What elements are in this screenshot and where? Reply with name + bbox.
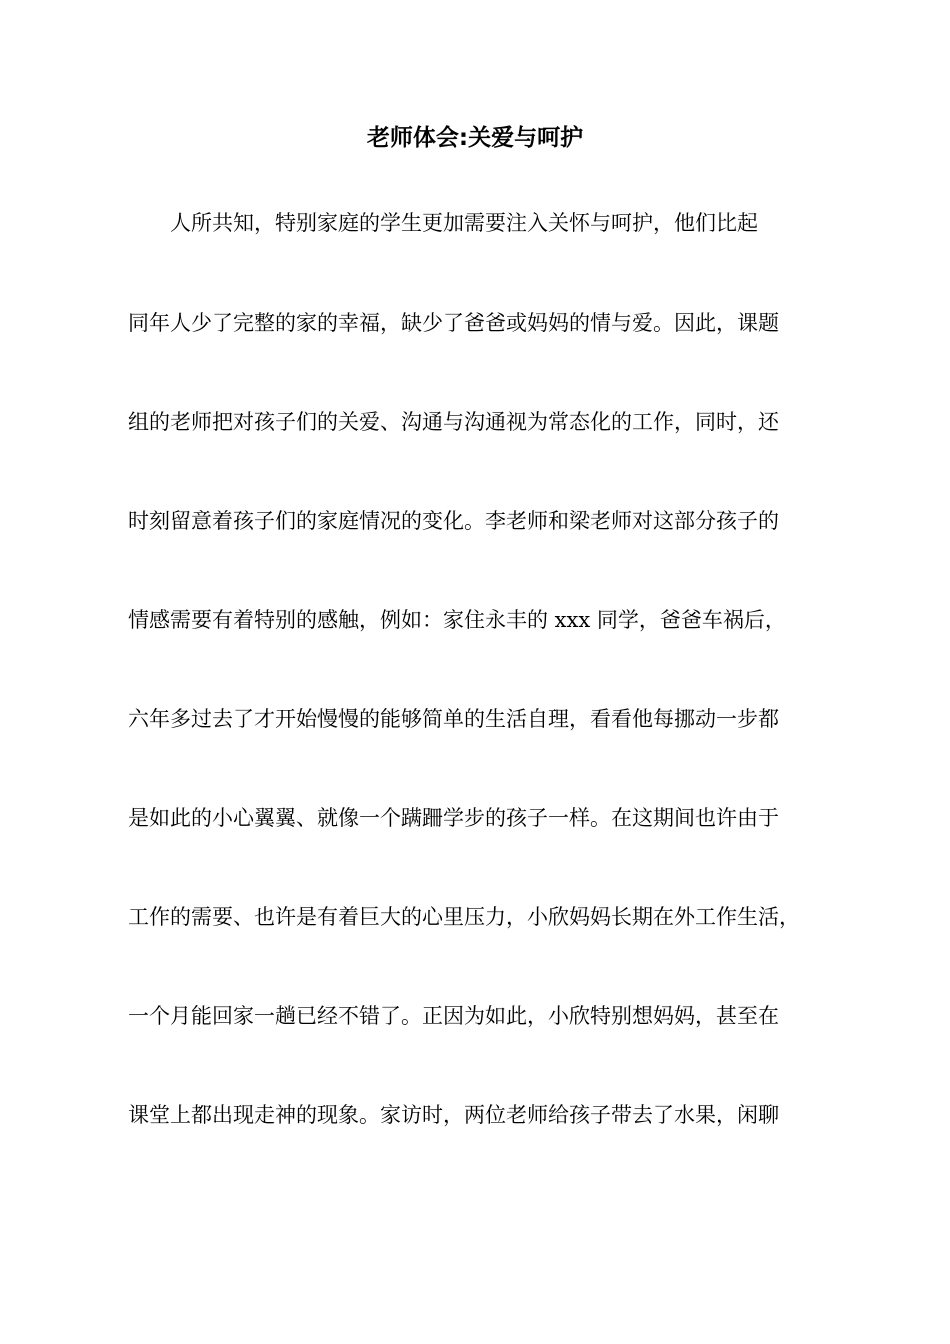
paragraph-line-3: 组的老师把对孩子们的关爱、沟通与沟通视为常态化的工作，同时，还 — [128, 410, 779, 434]
paragraph-line-1: 人所共知，特别家庭的学生更加需要注入关怀与呵护，他们比起 — [170, 211, 758, 235]
paragraph-line-5: 情感需要有着特别的感触，例如：家住永丰的 xxx 同学，爸爸车祸后， — [128, 608, 786, 632]
document-title: 老师体会:关爱与呵护 — [366, 125, 584, 151]
paragraph-line-4: 时刻留意着孩子们的家庭情况的变化。李老师和梁老师对这部分孩子的 — [128, 509, 779, 533]
paragraph-line-8: 工作的需要、也许是有着巨大的心里压力，小欣妈妈长期在外工作生活， — [128, 905, 800, 929]
paragraph-line-6: 六年多过去了才开始慢慢的能够简单的生活自理，看看他每挪动一步都 — [128, 707, 779, 731]
paragraph-line-7: 是如此的小心翼翼、就像一个蹒跚学步的孩子一样。在这期间也许由于 — [128, 806, 779, 830]
paragraph-line-9: 一个月能回家一趟已经不错了。正因为如此，小欣特别想妈妈，甚至在 — [128, 1004, 779, 1028]
paragraph-line-10: 课堂上都出现走神的现象。家访时，两位老师给孩子带去了水果，闲聊 — [128, 1103, 779, 1127]
paragraph-line-2: 同年人少了完整的家的幸福，缺少了爸爸或妈妈的情与爱。因此，课题 — [128, 311, 779, 335]
